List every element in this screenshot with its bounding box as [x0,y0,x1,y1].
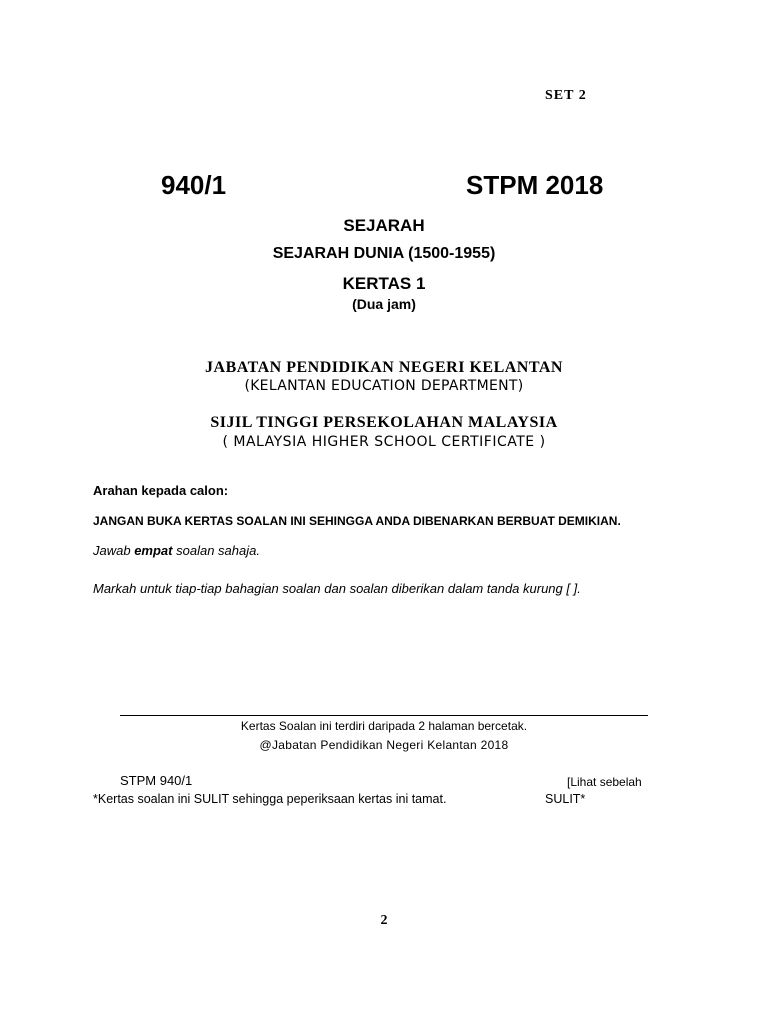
confidential-label: SULIT* [545,792,586,806]
instructions-heading: Arahan kepada calon: [93,483,229,498]
instructions-answer-count [93,543,260,558]
instructions-marks: Markah untuk tiap-tiap bahagian soalan dan soalan diberikan dalam tanda kurung [ ]. [93,581,581,596]
pages-note: Kertas Soalan ini terdiri daripada 2 halaman bercetak. [240,719,528,733]
instructions-warning: JANGAN BUKA KERTAS SOALAN INI SEHINGGA ANDA DIBENARKAN BERBUAT DEMIKIAN. [93,514,621,528]
department-name: JABATAN PENDIDIKAN NEGERI KELANTAN [205,359,563,376]
set-label: SET 2 [545,88,587,103]
department-name-english: (KELANTAN EDUCATION DEPARTMENT) [244,378,524,394]
answer-emphasis: empat [134,543,173,558]
exam-title: STPM 2018 [466,170,604,200]
see-next-page-note: [Lihat sebelah [567,775,642,789]
answer-prefix: Jawab [93,543,135,558]
paper-code: 940/1 [161,170,227,200]
footer-divider [120,715,648,716]
paper-number: KERTAS 1 [342,274,426,293]
footer-paper-code: STPM 940/1 [120,773,193,788]
certificate-name: SIJIL TINGGI PERSEKOLAHAN MALAYSIA [210,414,558,431]
copyright-notice: @Jabatan Pendidikan Negeri Kelantan 2018 [259,738,509,752]
subject-title: SEJARAH [343,216,425,235]
confidential-note: *Kertas soalan ini SULIT sehingga peperiksaan kertas ini tamat. [93,792,447,806]
subject-subtitle: SEJARAH DUNIA (1500-1955) [272,245,496,262]
page-number: 2 [380,913,388,928]
certificate-name-english: ( MALAYSIA HIGHER SCHOOL CERTIFICATE ) [222,434,546,450]
exam-duration: (Dua jam) [352,296,416,312]
answer-suffix: soalan sahaja. [172,543,260,558]
